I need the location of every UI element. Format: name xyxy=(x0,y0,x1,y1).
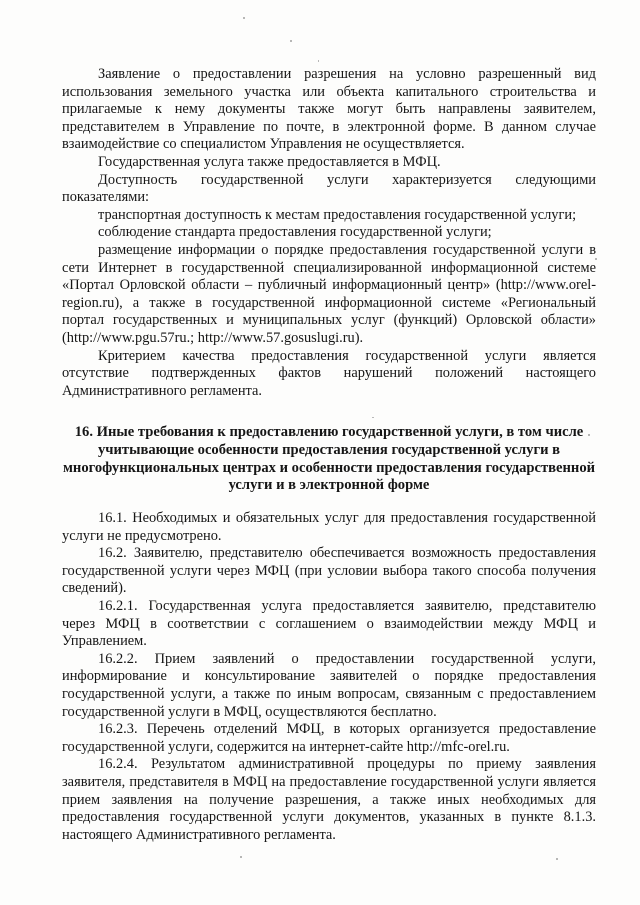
scan-speck xyxy=(243,17,245,19)
paragraph: 16.2.1. Государственная услуга предоставляется заявителю, представителю через МФЦ в соответствии с соглашением о взаимодействии между МФЦ и Управлением. xyxy=(62,597,596,650)
paragraph: Критерием качества предоставления государственной услуги является отсутствие подтвержденных фактов нарушений положений настоящего Административного регламента. xyxy=(62,347,596,399)
paragraph: размещение информации о порядке предоставления государственной услуги в сети Интернет в государственной специализированной информационной системе «Портал Орловской области – публичный информационный центр» (http://www.orel-region.ru), а также в государственной информационной системе «Региональный портал государственных и муниципальных услуг (функций) Орловской области» (http://www.pgu.57ru.; http://www.57.gosuslugi.ru). xyxy=(62,241,596,346)
scan-speck xyxy=(240,856,242,858)
paragraph: Доступность государственной услуги характеризуется следующими показателями: xyxy=(62,171,596,206)
paragraph: 16.2.3. Перечень отделений МФЦ, в которых организуется предоставление государственной услуги, содержится на интернет-сайте http://mfc-orel.ru. xyxy=(62,721,596,755)
scan-speck xyxy=(318,60,319,62)
paragraph: соблюдение стандарта предоставления государственной услуги; xyxy=(98,224,492,241)
paragraph: 16.2. Заявителю, представителю обеспечивается возможность предоставления государственной услуги через МФЦ (при условии выбора такого способа получения сведений). xyxy=(62,545,596,597)
paragraph: транспортная доступность к местам предоставления государственной услуги; xyxy=(98,206,577,223)
scan-speck xyxy=(372,417,374,418)
paragraph: 16.2.4. Результатом административной процедуры по приему заявления заявителя, представителя в МФЦ на предоставление государственной услуги является прием заявления на получение разрешения, а также иных необходимых для предоставления государственной услуги документов, указанных в пункте 8.1.3. настоящего Административного регламента. xyxy=(62,756,596,843)
section-heading: 16. Иные требования к предоставлению государственной услуги, в том числе учитывающие особенности предоставления государственной услуги в многофункциональных центрах и особенности предоставления государственной услуги и в электронной форме xyxy=(62,424,596,494)
scan-speck xyxy=(556,858,558,860)
paragraph: 16.1. Необходимых и обязательных услуг для предоставления государственной услуги не предусмотрено. xyxy=(62,510,596,544)
scan-speck xyxy=(595,258,597,260)
paragraph: Государственная услуга также предоставляется в МФЦ. xyxy=(98,153,441,170)
paragraph: 16.2.2. Прием заявлений о предоставлении государственной услуги, информирование и консультирование заявителей о порядке предоставления государственной услуги, а также по иным вопросам, связанным с предоставлением государственной услуги в МФЦ, осуществляются бесплатно. xyxy=(62,650,596,720)
top-text-block xyxy=(62,66,596,400)
scan-speck xyxy=(588,434,590,436)
scan-speck xyxy=(290,40,292,42)
bottom-text-block xyxy=(62,510,596,844)
paragraph: Заявление о предоставлении разрешения на условно разрешенный вид использования земельного участка или объекта капитального строительства и прилагаемые к нему документы также могут быть направлены заявителем, представителем в Управление по почте, в электронной форме. В данном случае взаимодействие со специалистом Управления не осуществляется. xyxy=(62,66,596,153)
